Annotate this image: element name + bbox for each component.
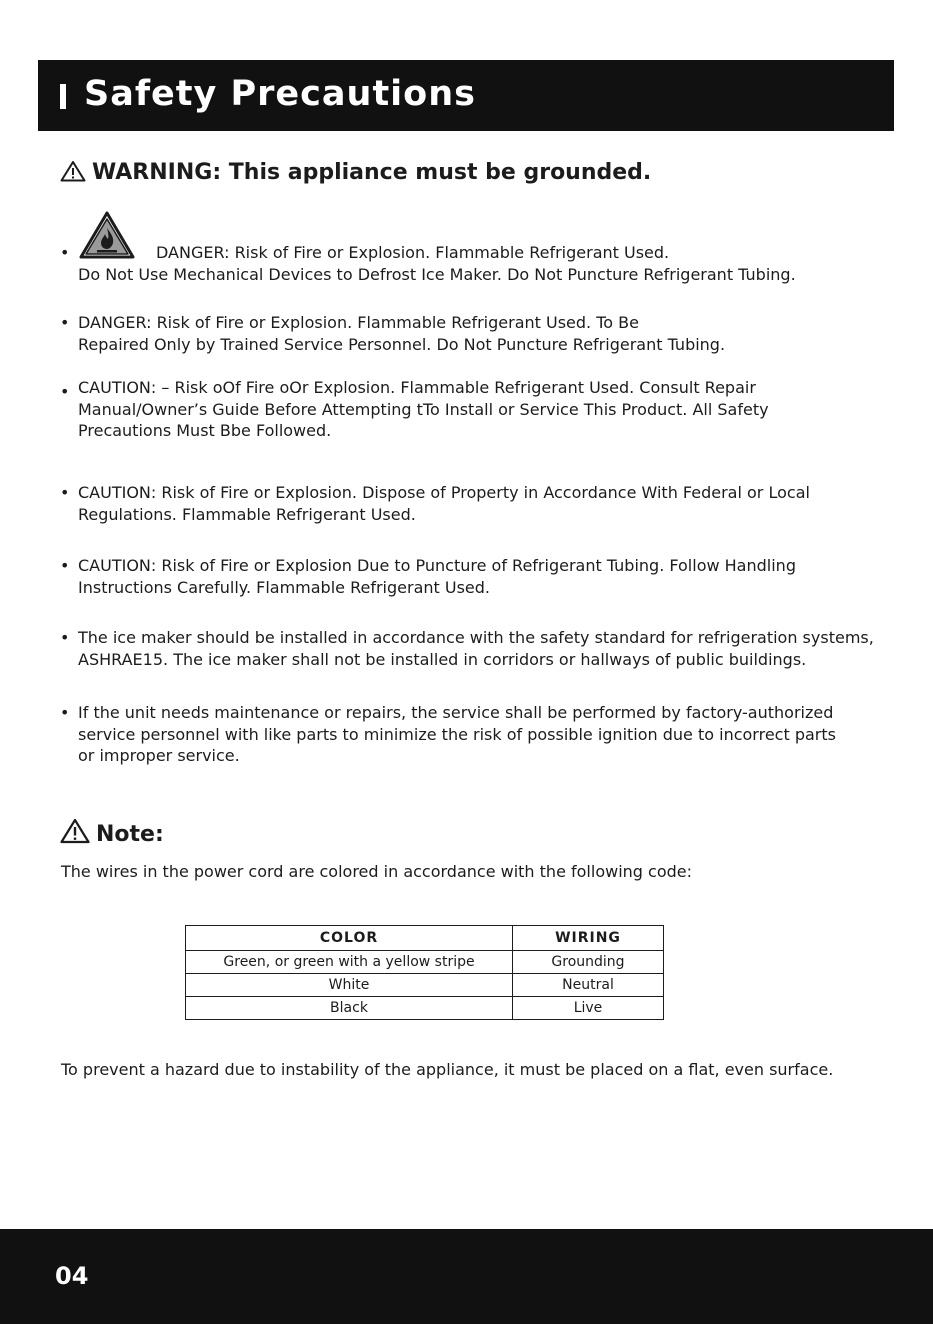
bullet-dot: • xyxy=(60,313,70,332)
bullet-dot: • xyxy=(60,243,70,262)
bullet-line: CAUTION: Risk of Fire or Explosion. Dispose of Property in Accordance With Federal or Local xyxy=(78,483,810,502)
header-accent-mark xyxy=(60,84,66,109)
table-cell: Black xyxy=(186,997,513,1020)
bullet-line: The ice maker should be installed in accordance with the safety standard for refrigeration systems, xyxy=(78,628,874,647)
warning-triangle-icon xyxy=(60,160,86,182)
table-row xyxy=(186,997,664,1020)
bullet-line: Instructions Carefully. Flammable Refrigerant Used. xyxy=(78,577,490,597)
column-header-color: COLOR xyxy=(186,926,513,951)
bullet-line: Regulations. Flammable Refrigerant Used. xyxy=(78,504,416,524)
bullet-line: If the unit needs maintenance or repairs, the service shall be performed by factory-authorized xyxy=(78,703,834,722)
flammable-warning-icon xyxy=(78,210,136,260)
bullet-line: Precautions Must Bbe Followed. xyxy=(78,421,332,440)
wiring-table xyxy=(185,925,664,1020)
bullet-line: ASHRAE15. The ice maker shall not be installed in corridors or hallways of public buildings. xyxy=(78,649,807,669)
warning-heading xyxy=(60,158,651,188)
warning-heading-text: WARNING: This appliance must be grounded. xyxy=(92,160,652,185)
warning-triangle-icon xyxy=(60,818,90,844)
bullet-line: or improper service. xyxy=(78,746,240,765)
table-row xyxy=(186,974,664,997)
bullet-1-line-2: Do Not Use Mechanical Devices to Defrost Ice Maker. Do Not Puncture Refrigerant Tubing. xyxy=(78,265,796,284)
table-cell: White xyxy=(186,974,513,997)
bullet-line: DANGER: Risk of Fire or Explosion. Flammable Refrigerant Used. To Be xyxy=(78,313,639,332)
table-cell: Green, or green with a yellow stripe xyxy=(186,951,513,974)
note-intro: The wires in the power cord are colored in accordance with the following code: xyxy=(61,862,692,881)
bullet-line: service personnel with like parts to minimize the risk of possible ignition due to incorrect parts xyxy=(78,724,836,744)
closing-paragraph: To prevent a hazard due to instability of the appliance, it must be placed on a flat, even surface. xyxy=(61,1060,834,1079)
column-header-wiring: WIRING xyxy=(513,926,664,951)
bullet-1-line-1: DANGER: Risk of Fire or Explosion. Flammable Refrigerant Used. xyxy=(156,243,670,262)
note-heading xyxy=(60,818,164,850)
table-cell: Grounding xyxy=(513,951,664,974)
bullet-line: Repaired Only by Trained Service Personnel. Do Not Puncture Refrigerant Tubing. xyxy=(78,334,726,354)
table-cell: Neutral xyxy=(513,974,664,997)
footer-bar xyxy=(0,1229,933,1324)
header-bar xyxy=(38,60,894,131)
bullet-dot: • xyxy=(60,628,70,647)
bullet-line: Manual/Owner’s Guide Before Attempting tTo Install or Service This Product. All Safety xyxy=(78,399,769,419)
bullet-line: CAUTION: Risk of Fire or Explosion Due to Puncture of Refrigerant Tubing. Follow Handling xyxy=(78,556,796,575)
table-header-row xyxy=(186,926,664,951)
bullet-dot: • xyxy=(60,382,70,401)
page-title: Safety Precautions xyxy=(84,74,476,114)
table-cell: Live xyxy=(513,997,664,1020)
note-heading-text: Note: xyxy=(96,822,164,847)
bullet-dot: • xyxy=(60,483,70,502)
table-row xyxy=(186,951,664,974)
page-number: 04 xyxy=(55,1262,89,1290)
bullet-dot: • xyxy=(60,703,70,722)
bullet-line: CAUTION: – Risk oOf Fire oOr Explosion. Flammable Refrigerant Used. Consult Repair xyxy=(78,378,756,397)
bullet-dot: • xyxy=(60,556,70,575)
